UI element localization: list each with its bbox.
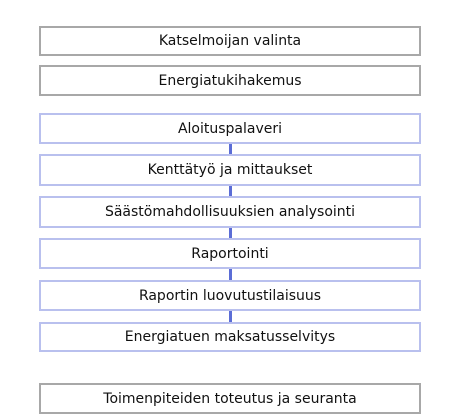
connector-line	[229, 227, 232, 238]
step-label: Energiatuen maksatusselvitys	[124, 329, 336, 345]
step-label: Raportin luovutustilaisuus	[138, 287, 322, 304]
step-label: Kenttätyö ja mittaukset	[147, 162, 313, 178]
connector-line	[229, 143, 232, 154]
step-label: Säästömahdollisuuksien analysointi	[104, 204, 356, 220]
step-box-maksatusselvitys	[39, 322, 421, 352]
step-label: Energiatukihakemus	[158, 72, 302, 89]
step-box-luovutustilaisuus	[39, 280, 421, 311]
step-box-aloituspalaveri	[39, 113, 421, 144]
step-label: Toimenpiteiden toteutus ja seuranta	[103, 390, 357, 407]
step-label: Katselmoijan valinta	[158, 33, 302, 49]
connector-line	[229, 268, 232, 280]
step-box-raportointi	[39, 238, 421, 269]
step-box-kenttatyo	[39, 154, 421, 186]
step-box-toteutus-ja-seuranta	[39, 383, 421, 414]
step-box-analysointi	[39, 196, 421, 228]
step-box-energiatukihakemus	[39, 65, 421, 96]
step-label: Aloituspalaveri	[177, 120, 283, 137]
step-label: Raportointi	[191, 245, 269, 262]
step-box-katselmoijan-valinta	[39, 26, 421, 56]
connector-line	[229, 185, 232, 196]
connector-line	[229, 310, 232, 322]
